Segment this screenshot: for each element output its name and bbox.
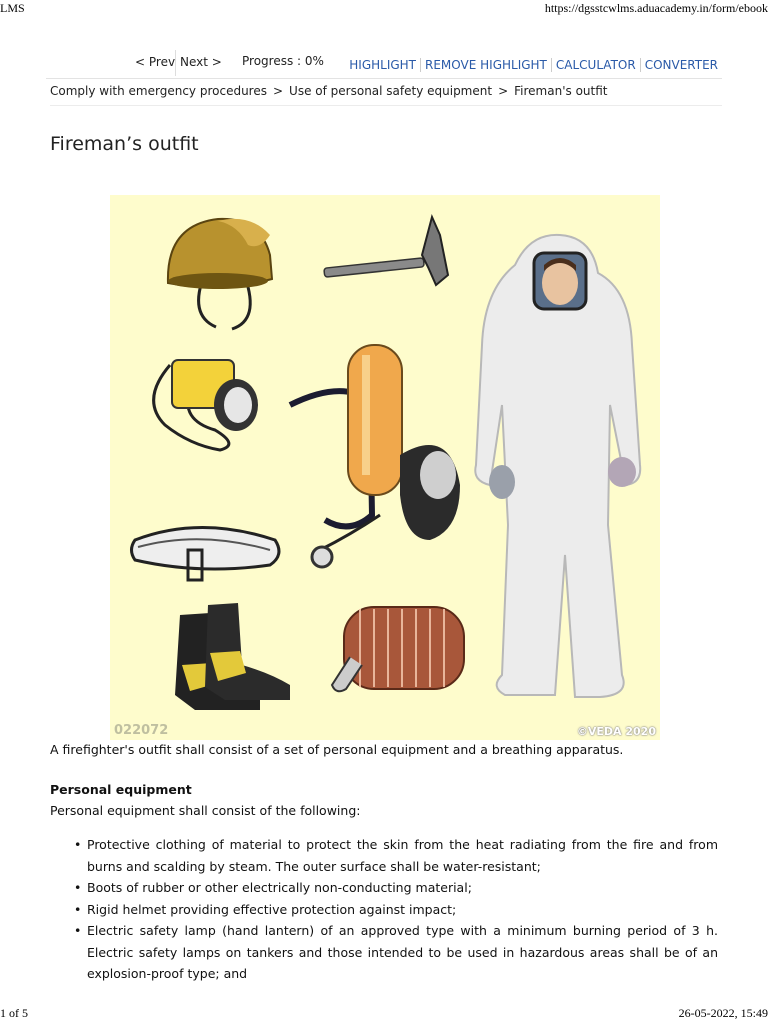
highlight-button[interactable]: HIGHLIGHT <box>349 58 417 72</box>
illustration-drawing <box>110 195 660 740</box>
page-title: Fireman’s outfit <box>50 133 199 155</box>
list-item: • Boots of rubber or other electrically non-conducting material; <box>70 877 718 899</box>
prev-button[interactable]: < Prev <box>135 55 176 69</box>
nav-divider <box>175 50 176 76</box>
breadcrumb-separator: > <box>498 84 509 98</box>
breathing-apparatus-icon <box>290 345 460 567</box>
firemans-outfit-illustration <box>110 195 660 740</box>
axe-icon <box>324 217 448 285</box>
lifeline-icon <box>332 607 464 691</box>
list-item: • Protective clothing of material to protect the skin from the heat radiating from the fire and from burns and scalding by steam. The outer surface shall be water-resistant; <box>70 834 718 877</box>
remove-highlight-button[interactable]: REMOVE HIGHLIGHT <box>420 58 551 72</box>
next-button[interactable]: Next > <box>180 55 222 69</box>
breadcrumb-item-current: Fireman's outfit <box>514 84 608 98</box>
print-footer <box>0 1006 768 1024</box>
section-heading: Personal equipment <box>50 782 192 797</box>
illustration-copyright: ©VEDA 2020 <box>576 725 656 738</box>
illustration-code: 022072 <box>114 723 169 738</box>
print-title: LMS <box>0 1 25 15</box>
protective-suit-icon <box>475 235 640 697</box>
breadcrumb <box>50 84 722 106</box>
print-datetime: 26-05-2022, 15:49 <box>678 1006 768 1020</box>
lamp-icon <box>154 360 258 450</box>
helmet-icon <box>168 219 272 329</box>
section-subtitle: Personal equipment shall consist of the following: <box>50 803 361 818</box>
page-count: 1 of 5 <box>0 1006 28 1020</box>
print-url: https://dgsstcwlms.aduacademy.in/form/ebook <box>544 1 768 15</box>
list-item: • Rigid helmet providing effective protection against impact; <box>70 899 718 921</box>
belt-icon <box>132 528 280 581</box>
progress-label: Progress : 0% <box>242 54 324 68</box>
converter-button[interactable]: CONVERTER <box>640 58 722 72</box>
intro-paragraph: A firefighter's outfit shall consist of a set of personal equipment and a breathing apparatus. <box>50 742 624 757</box>
print-header <box>0 0 768 18</box>
breadcrumb-item[interactable]: Use of personal safety equipment <box>289 84 493 98</box>
boots-icon <box>175 603 290 710</box>
breadcrumb-item[interactable]: Comply with emergency procedures <box>50 84 267 98</box>
list-item: • Electric safety lamp (hand lantern) of an approved type with a minimum burning period of 3 h. Electric safety lamps on tankers and those intended to be used in hazardous areas shall be of an explosion-proof type; and <box>70 920 718 985</box>
equipment-list <box>70 834 718 985</box>
tool-links <box>345 58 722 72</box>
toolbar <box>46 48 722 79</box>
calculator-button[interactable]: CALCULATOR <box>551 58 640 72</box>
breadcrumb-separator: > <box>272 84 284 98</box>
